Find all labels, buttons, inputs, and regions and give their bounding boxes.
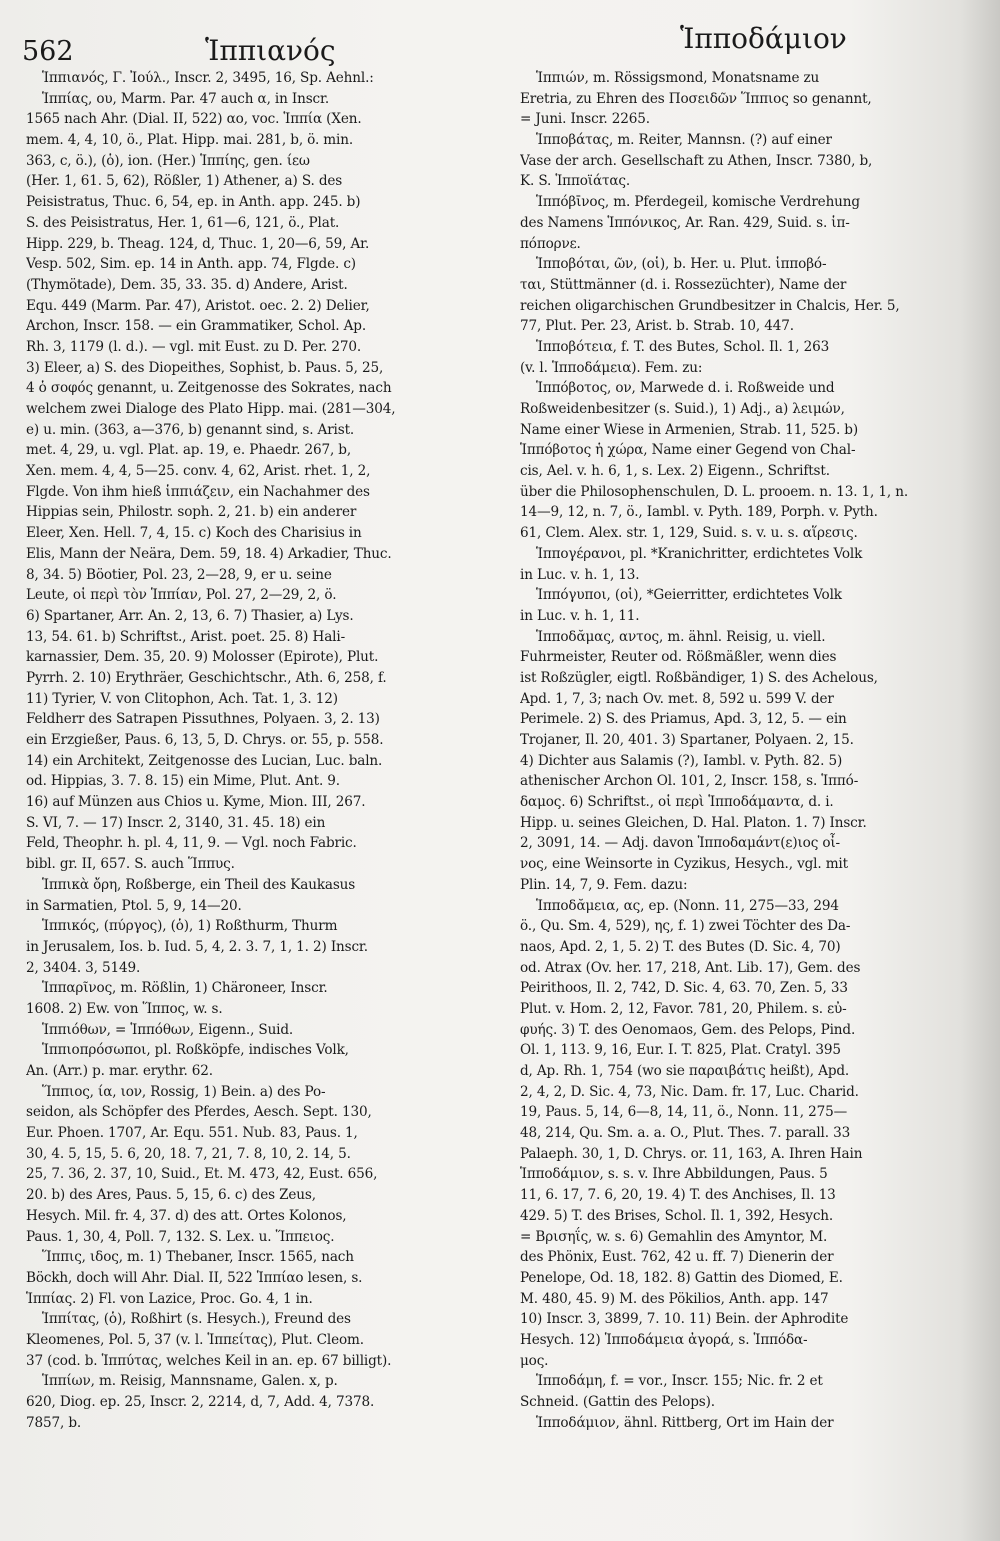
entry-line: Perimele. 2) S. des Priamus, Apd. 3, 12, 5. — ein [520, 711, 847, 728]
entry-line: ö., Qu. Sm. 4, 529), ης, f. 1) zwei Töchter des Da- [520, 918, 851, 935]
entry-line: S. des Peisistratus, Her. 1, 61—6, 121, ö., Plat. [26, 214, 340, 231]
entry-headline: Ἱππιόθων, = Ἱππόθων, Eigenn., Suid. [42, 1021, 294, 1038]
entry-line: φυής. 3) T. des Oenomaos, Gem. des Pelops, Pind. [520, 1021, 856, 1038]
entry-line: 7857, b. [26, 1414, 82, 1431]
entry-line: 14—9, 12, n. 7, ö., Iambl. v. Pyth. 189, Porph. v. Pyth. [520, 504, 878, 521]
entry-line: Trojaner, Il. 20, 401. 3) Spartaner, Polyaen. 2, 15. [520, 732, 854, 748]
entry-line: 61, Clem. Alex. str. 1, 129, Suid. s. v. u. s. αἵρεσις. [520, 525, 858, 542]
entry-line: Equ. 449 (Marm. Par. 47), Aristot. oec. 2. 2) Delier, [26, 297, 370, 314]
entry-line: νος, eine Weinsorte in Cyzikus, Hesych., vgl. mit [520, 856, 848, 873]
entry-line: athenischer Archon Ol. 101, 2, Inscr. 158, s. Ἱππό- [520, 773, 859, 790]
entry-line: Rh. 3, 1179 (l. d.). — vgl. mit Eust. zu D. Per. 270. [26, 338, 362, 355]
entry-headline: Ἵππιος, ία, ιον, Rossig, 1) Bein. a) des Po- [42, 1083, 326, 1100]
entry-line: cis, Ael. v. h. 6, 1, s. Lex. 2) Eigenn., Schriftst. [520, 463, 830, 480]
entry-line: 4 ὁ σοφός genannt, u. Zeitgenosse des Sokrates, nach [26, 380, 392, 397]
entry-headline: Ἱππιοπρόσωποι, pl. Roßköpfe, indisches Volk, [42, 1042, 349, 1059]
entry-headline: Ἱππίας, ου, Marm. Par. 47 auch α, in Inscr. [42, 90, 330, 107]
entry-line: od. Hippias, 3. 7. 8. 15) ein Mime, Plut. Ant. 9. [26, 773, 340, 790]
entry-line: Roßweidenbesitzer (s. Suid.), 1) Adj., a) λειμών, [520, 401, 845, 417]
entry-line: Eleer, Xen. Hell. 7, 4, 15. c) Koch des Charisius in [26, 525, 362, 542]
entry-line: Hesych. 12) Ἱπποδάμεια ἀγορά, s. Ἱππόδα- [520, 1331, 808, 1348]
entry-line: Ἱππόβοτος ἡ χώρα, Name einer Gegend von Chal- [520, 442, 856, 459]
entry-line: 19, Paus. 5, 14, 6—8, 14, 11, ö., Nonn. 11, 275— [520, 1104, 848, 1121]
entry-line: Elis, Mann der Neära, Dem. 59, 18. 4) Arkadier, Thuc. [26, 545, 392, 562]
entry-line: = Βρισηΐς, w. s. 6) Gemahlin des Amyntor, M. [520, 1228, 828, 1245]
entry-headline: Ἱππιών, m. Rössigsmond, Monatsname zu [536, 70, 820, 86]
entry-line: 3) Eleer, a) S. des Diopeithes, Sophist, b. Paus. 5, 25, [26, 359, 384, 376]
entry-line: e) u. min. (363, a—376, b) genannt sind, s. Arist. [26, 421, 355, 438]
entry-headline: Ἱππίτας, (ὁ), Roßhirt (s. Hesych.), Freund des [42, 1311, 351, 1328]
entry-line: 48, 214, Qu. Sm. a. a. O., Plut. Thes. 7. parall. 33 [520, 1125, 851, 1142]
entry-line: 13, 54. 61. b) Schriftst., Arist. poet. 25. 8) Hali- [26, 628, 346, 645]
entry-line: Ol. 1, 113. 9, 16, Eur. I. T. 825, Plat. Cratyl. 395 [520, 1042, 841, 1059]
entry-line: d, Ap. Rh. 1, 754 (wo sie παραιβάτις heißt), Apd. [520, 1063, 850, 1079]
entry-line: Paus. 1, 30, 4, Poll. 7, 132. S. Lex. u. Ἵππειος. [26, 1228, 335, 1245]
entry-line: = Juni. Inscr. 2265. [520, 111, 650, 128]
entry-headline: Ἱππίων, m. Reisig, Mannsname, Galen. x, p. [42, 1373, 338, 1390]
entry-line: Pyrrh. 2. 10) Erythräer, Geschichtschr., Ath. 6, 258, f. [26, 669, 387, 686]
entry-line: Penelope, Od. 18, 182. 8) Gattin des Diomed, E. [520, 1269, 843, 1286]
entry-line: Ἱπποδάμιον, s. s. v. Ihre Abbildungen, Paus. 5 [520, 1166, 828, 1183]
entry-headline: Ἵππις, ιδος, m. 1) Thebaner, Inscr. 1565, nach [42, 1249, 354, 1266]
entry-headline: Ἱπποβάτας, m. Reiter, Mannsn. (?) auf einer [536, 132, 832, 149]
entry-line: 8, 34. 5) Böotier, Pol. 23, 2—28, 9, er u. seine [26, 566, 332, 583]
entry-line: Xen. mem. 4, 4, 5—25. conv. 4, 62, Arist. rhet. 1, 2, [26, 463, 371, 480]
entry-line: über die Philosophenschulen, D. L. prooem. n. 13. 1, 1, n. [520, 483, 908, 500]
entry-line: Peisistratus, Thuc. 6, 54, ep. in Anth. app. 245. b) [26, 194, 361, 211]
entry-line: 37 (cod. b. Ἱππύτας, welches Keil in an. ep. 67 billigt). [26, 1352, 392, 1369]
entry-headline: Ἱππόβῑνος, m. Pferdegeil, komische Verdrehung [536, 194, 860, 211]
entry-headline: Ἱπποδάμιον, ähnl. Rittberg, Ort im Hain der [536, 1414, 834, 1431]
entry-line: 2, 3091, 14. — Adj. davon Ἱπποδαμάντ(ε)ιος οἶ- [520, 835, 840, 852]
entry-line: Schneid. (Gattin des Pelops). [520, 1394, 715, 1410]
entry-line: 25, 7. 36, 2. 37, 10, Suid., Et. M. 473, 42, Eust. 656, [26, 1166, 378, 1183]
entry-line: des Namens Ἱππόνικος, Ar. Ran. 429, Suid. s. ἱπ- [520, 214, 850, 231]
entry-line: Peirithoos, Il. 2, 742, D. Sic. 4, 63. 70, Zen. 5, 33 [520, 980, 848, 997]
entry-line: 16) auf Münzen aus Chios u. Kyme, Mion. III, 267. [26, 794, 366, 811]
entry-line: An. (Arr.) p. mar. erythr. 62. [26, 1063, 213, 1079]
entry-line: Hesych. Mil. fr. 4, 37. d) des att. Ortes Kolonos, [26, 1207, 347, 1224]
entry-line: Leute, οἱ περὶ τὸν Ἱππίαν, Pol. 27, 2—29, 2, ö. [26, 587, 337, 604]
entry-line: Eur. Phoen. 1707, Ar. Equ. 551. Nub. 83, Paus. 1, [26, 1125, 358, 1142]
entry-line: Fuhrmeister, Reuter od. Rößmäßler, wenn dies [520, 649, 837, 666]
entry-line: 620, Diog. ep. 25, Inscr. 2, 2214, d, 7, Add. 4, 7378. [26, 1394, 375, 1410]
entry-line: ist Roßzügler, eigtl. Roßbändiger, 1) S. des Achelous, [520, 669, 878, 686]
entry-line: (Thymötade), Dem. 35, 33. 35. d) Andere, Arist. [26, 276, 348, 293]
entry-line: in Luc. v. h. 1, 11. [520, 607, 640, 624]
entry-line: 20. b) des Ares, Paus. 5, 15, 6. c) des Zeus, [26, 1187, 316, 1204]
entry-line: πόπορνε. [520, 235, 581, 252]
entry-line: Hipp. u. seines Gleichen, D. Hal. Platon. 1. 7) Inscr. [520, 814, 867, 831]
entry-line: in Luc. v. h. 1, 13. [520, 566, 640, 583]
entry-line: Feld, Theophr. h. pl. 4, 11, 9. — Vgl. noch Fabric. [26, 835, 357, 852]
entry-line: od. Atrax (Ov. her. 17, 218, Ant. Lib. 17), Gem. des [520, 959, 861, 976]
entry-line: 363, c, ö.), (ὁ), ion. (Her.) Ἱππίης, gen. ίεω [26, 152, 310, 169]
entry-line: 1565 nach Ahr. (Dial. II, 522) αο, voc. Ἱππία (Xen. [26, 111, 362, 128]
right-column [520, 68, 986, 1433]
entry-line: 10) Inscr. 3, 3899, 7. 10. 11) Bein. der Aphrodite [520, 1311, 849, 1328]
entry-line: 77, Plut. Per. 23, Arist. b. Strab. 10, 447. [520, 318, 794, 335]
entry-headline: Ἱππικὰ ὄρη, Roßberge, ein Theil des Kaukasus [42, 876, 356, 893]
left-column [26, 68, 502, 1433]
entry-line: 429. 5) T. des Brises, Schol. Il. 1, 392, Hesych. [520, 1207, 834, 1224]
entry-line: 11, 6. 17, 7. 6, 20, 19. 4) T. des Anchises, Il. 13 [520, 1187, 836, 1204]
entry-headline: Ἱπποδᾰμας, αντος, m. ähnl. Reisig, u. viell. [536, 628, 826, 645]
entry-line: met. 4, 29, u. vgl. Plat. ap. 19, e. Phaedr. 267, b, [26, 442, 352, 459]
page-header [0, 18, 1000, 68]
entry-line: δαμος. 6) Schriftst., οἱ περὶ Ἱπποδάμαντα, d. i. [520, 794, 834, 811]
entry-line: ein Erzgießer, Paus. 6, 13, 5, D. Chrys. or. 55, p. 558. [26, 732, 384, 748]
entry-line: (v. l. Ἱπποδάμεια). Fem. zu: [520, 359, 703, 376]
entry-line: Archon, Inscr. 158. — ein Grammatiker, Schol. Ap. [26, 318, 367, 335]
entry-line: Ἱππίας. 2) Fl. von Lazice, Proc. Go. 4, 1 in. [26, 1290, 313, 1307]
entry-line: Flgde. Von ihm hieß ἱππιάζειν, ein Nachahmer des [26, 483, 370, 500]
entry-line: in Jerusalem, Ios. b. Iud. 5, 4, 2. 3. 7, 1, 1. 2) Inscr. [26, 938, 368, 955]
entry-line: 11) Tyrier, V. von Clitophon, Ach. Tat. 1, 3. 12) [26, 690, 338, 707]
entry-line: ται, Stüttmänner (d. i. Rossezüchter), Name der [520, 276, 847, 293]
running-head-left: Ἱππιανός [205, 34, 336, 67]
entry-line: Hipp. 229, b. Theag. 124, d, Thuc. 1, 20—6, 59, Ar. [26, 235, 370, 252]
entry-line: naos, Apd. 2, 1, 5. 2) T. des Butes (D. Sic. 4, 70) [520, 938, 841, 955]
entry-line: Hippias sein, Philostr. soph. 2, 21. b) ein anderer [26, 504, 357, 521]
entry-line: Apd. 1, 7, 3; nach Ov. met. 8, 592 u. 599 V. der [520, 690, 834, 707]
entry-line: in Sarmatien, Ptol. 5, 9, 14—20. [26, 897, 242, 914]
entry-headline: Ἱπποδᾰμεια, ας, ep. (Nonn. 11, 275—33, 294 [536, 897, 839, 914]
entry-line: Eretria, zu Ehren des Ποσειδῶν Ἵππιος so genannt, [520, 90, 872, 107]
entry-line: Feldherr des Satrapen Pissuthnes, Polyaen. 3, 2. 13) [26, 711, 380, 728]
entry-line: Plut. v. Hom. 2, 12, Favor. 781, 20, Philem. s. εὐ- [520, 1000, 847, 1017]
entry-headline: Ἱππικός, (πύργος), (ὁ), 1) Roßthurm, Thurm [42, 918, 338, 935]
entry-headline: Ἱππόβοτος, ον, Marwede d. i. Roßweide und [536, 380, 835, 397]
entry-headline: Ἱππόγυποι, (οἱ), *Geierritter, erdichtetes Volk [536, 587, 842, 604]
entry-line: 2, 4, 2, D. Sic. 4, 73, Nic. Dam. fr. 17, Luc. Charid. [520, 1083, 859, 1100]
entry-line: 2, 3404. 3, 5149. [26, 959, 141, 976]
entry-line: Name einer Wiese in Armenien, Strab. 11, 525. b) [520, 421, 859, 438]
entry-line: Vase der arch. Gesellschaft zu Athen, Inscr. 7380, b, [520, 152, 873, 169]
entry-line: Böckh, doch will Ahr. Dial. II, 522 Ἱππίαο lesen, s. [26, 1269, 363, 1286]
entry-line: Palaeph. 30, 1, D. Chrys. or. 11, 163, A. Ihren Hain [520, 1145, 863, 1162]
entry-line: Vesp. 502, Sim. ep. 14 in Anth. app. 74, Flgde. c) [26, 256, 356, 273]
entry-headline: Ἱπποβόται, ῶν, (οἱ), b. Her. u. Plut. ἱπποβό- [536, 256, 827, 273]
entry-headline: Ἱπποβότεια, f. T. des Butes, Schol. Il. 1, 263 [536, 338, 830, 355]
entry-line: 6) Spartaner, Arr. An. 2, 13, 6. 7) Thasier, a) Lys. [26, 607, 354, 624]
entry-line: mem. 4, 4, 10, ö., Plat. Hipp. mai. 281, b, ö. min. [26, 132, 354, 149]
entry-line: reichen oligarchischen Grundbesitzer in Chalcis, Her. 5, [520, 297, 900, 314]
entry-line: S. VI, 7. — 17) Inscr. 2, 3140, 31. 45. 18) ein [26, 814, 326, 831]
entry-line: 14) ein Architekt, Zeitgenosse des Lucian, Luc. baln. [26, 752, 383, 769]
entry-line: welchem zwei Dialoge des Plato Hipp. mai. (281—304, [26, 401, 396, 417]
entry-headline: Ἱππαρῖνος, m. Rößlin, 1) Chäroneer, Inscr. [42, 980, 328, 997]
entry-line: K. S. Ἱπποϊάτας. [520, 173, 631, 190]
entry-line: seidon, als Schöpfer des Pferdes, Aesch. Sept. 130, [26, 1104, 372, 1121]
entry-headline: Ἱπποδάμη, f. = vor., Inscr. 155; Nic. fr. 2 et [536, 1373, 823, 1390]
entry-line: μος. [520, 1352, 549, 1369]
entry-headline: Ἱππιανός, Γ. Ἰούλ., Inscr. 2, 3495, 16, Sp. Aehnl.: [42, 70, 374, 86]
entry-line: 4) Dichter aus Salamis (?), Iambl. v. Pyth. 82. 5) [520, 752, 843, 769]
page-number: 562 [22, 36, 74, 67]
entry-line: 30, 4. 5, 15, 5. 6, 20, 18. 7, 21, 7. 8, 10, 2. 14, 5. [26, 1145, 351, 1162]
entry-line: bibl. gr. II, 657. S. auch Ἵππυς. [26, 856, 235, 873]
entry-line: des Phönix, Eust. 762, 42 u. ff. 7) Dienerin der [520, 1249, 834, 1266]
entry-line: (Her. 1, 61. 5, 62), Rößler, 1) Athener, a) S. des [26, 173, 343, 190]
entry-line: karnassier, Dem. 35, 20. 9) Molosser (Epirote), Plut. [26, 649, 379, 666]
entry-headline: Ἱππογέρανοι, pl. *Kranichritter, erdichtetes Volk [536, 545, 863, 562]
entry-line: M. 480, 45. 9) M. des Pökilios, Anth. app. 147 [520, 1290, 829, 1307]
entry-line: Kleomenes, Pol. 5, 37 (v. l. Ἱππείτας), Plut. Cleom. [26, 1331, 364, 1348]
entry-line: 1608. 2) Ew. von Ἵππος, w. s. [26, 1000, 223, 1017]
entry-line: Plin. 14, 7, 9. Fem. dazu: [520, 876, 688, 893]
running-head-right: Ἱπποδάμιον [680, 22, 847, 55]
